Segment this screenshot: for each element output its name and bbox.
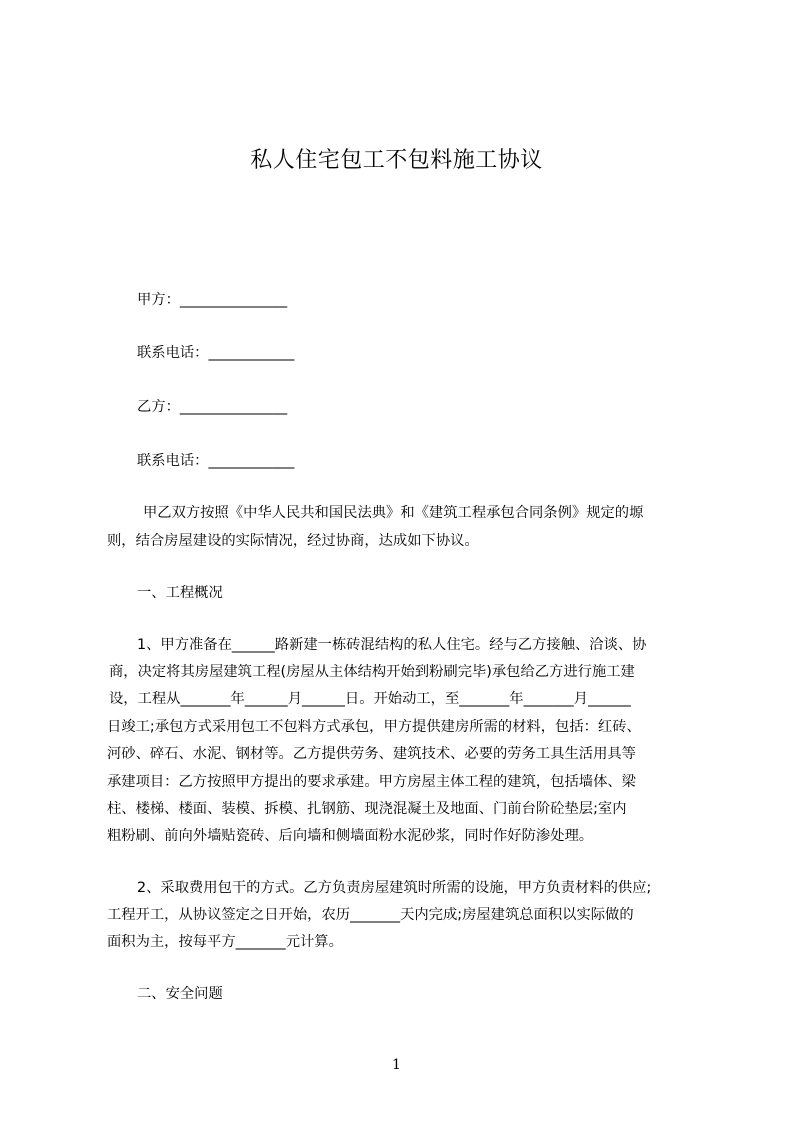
clause-1-line: 河砂、碎石、水泥、钢材等。乙方提供劳务、建筑技术、必要的劳务工具生活用具等 [107,746,636,762]
clause-2-line: 面积为主，按每平方_______元计算。 [107,934,343,950]
page-number: 1 [392,1057,401,1073]
clause-1-line: 商，决定将其房屋建筑工程(房屋从主体结构开始到粉刷完毕)承包给乙方进行施工建 [109,664,635,680]
clause-1-line: 粗粉刷、前向外墙贴瓷砖、后向墙和侧墙面粉水泥砂浆，同时作好防渗处理。 [107,828,594,844]
party-a-phone-field: 联系电话：____________ [137,345,295,361]
party-b-field: 乙方：_______________ [137,399,288,415]
party-a-field: 甲方：_______________ [137,292,288,308]
clause-1-line: 承建项目：乙方按照甲方提出的要求承建。甲方房屋主体工程的建筑，包括墙体、梁 [107,774,636,790]
clause-1-line: 日竣工;承包方式采用包工不包料方式承包，甲方提供建房所需的材料，包括：红砖、 [107,719,641,735]
clause-2-line: 工程开工，从协议签定之日开始，农历_______天内完成;房屋建筑总面积以实际做的 [107,907,634,923]
clause-1-line: 1、甲方准备在______路新建一栋砖混结构的私人住宅。经与乙方接触、洽谈、协 [137,637,647,653]
section-heading-safety: 二、安全问题 [137,986,223,1002]
document-title: 私人住宅包工不包料施工协议 [250,148,543,173]
clause-1-line: 柱、楼梯、楼面、装模、拆模、扎钢筋、现浇混凝土及地面、门前台阶砼垫层;室内 [107,801,627,817]
intro-line: 则，结合房屋建设的实际情况，经过协商，达成如下协议。 [107,533,479,549]
intro-line: 甲乙双方按照《中华人民共和国民法典》和《建筑工程承包合同条例》规定的塬 [143,505,644,521]
clause-1-line: 设，工程从_______年______月______日。开始动工，至_______年_______月______ [109,691,631,707]
section-heading-overview: 一、工程概况 [137,585,223,601]
party-b-phone-field: 联系电话：____________ [137,453,295,469]
clause-2-line: 2、采取费用包干的方式。乙方负责房屋建筑时所需的设施，甲方负责材料的供应; [137,880,652,896]
